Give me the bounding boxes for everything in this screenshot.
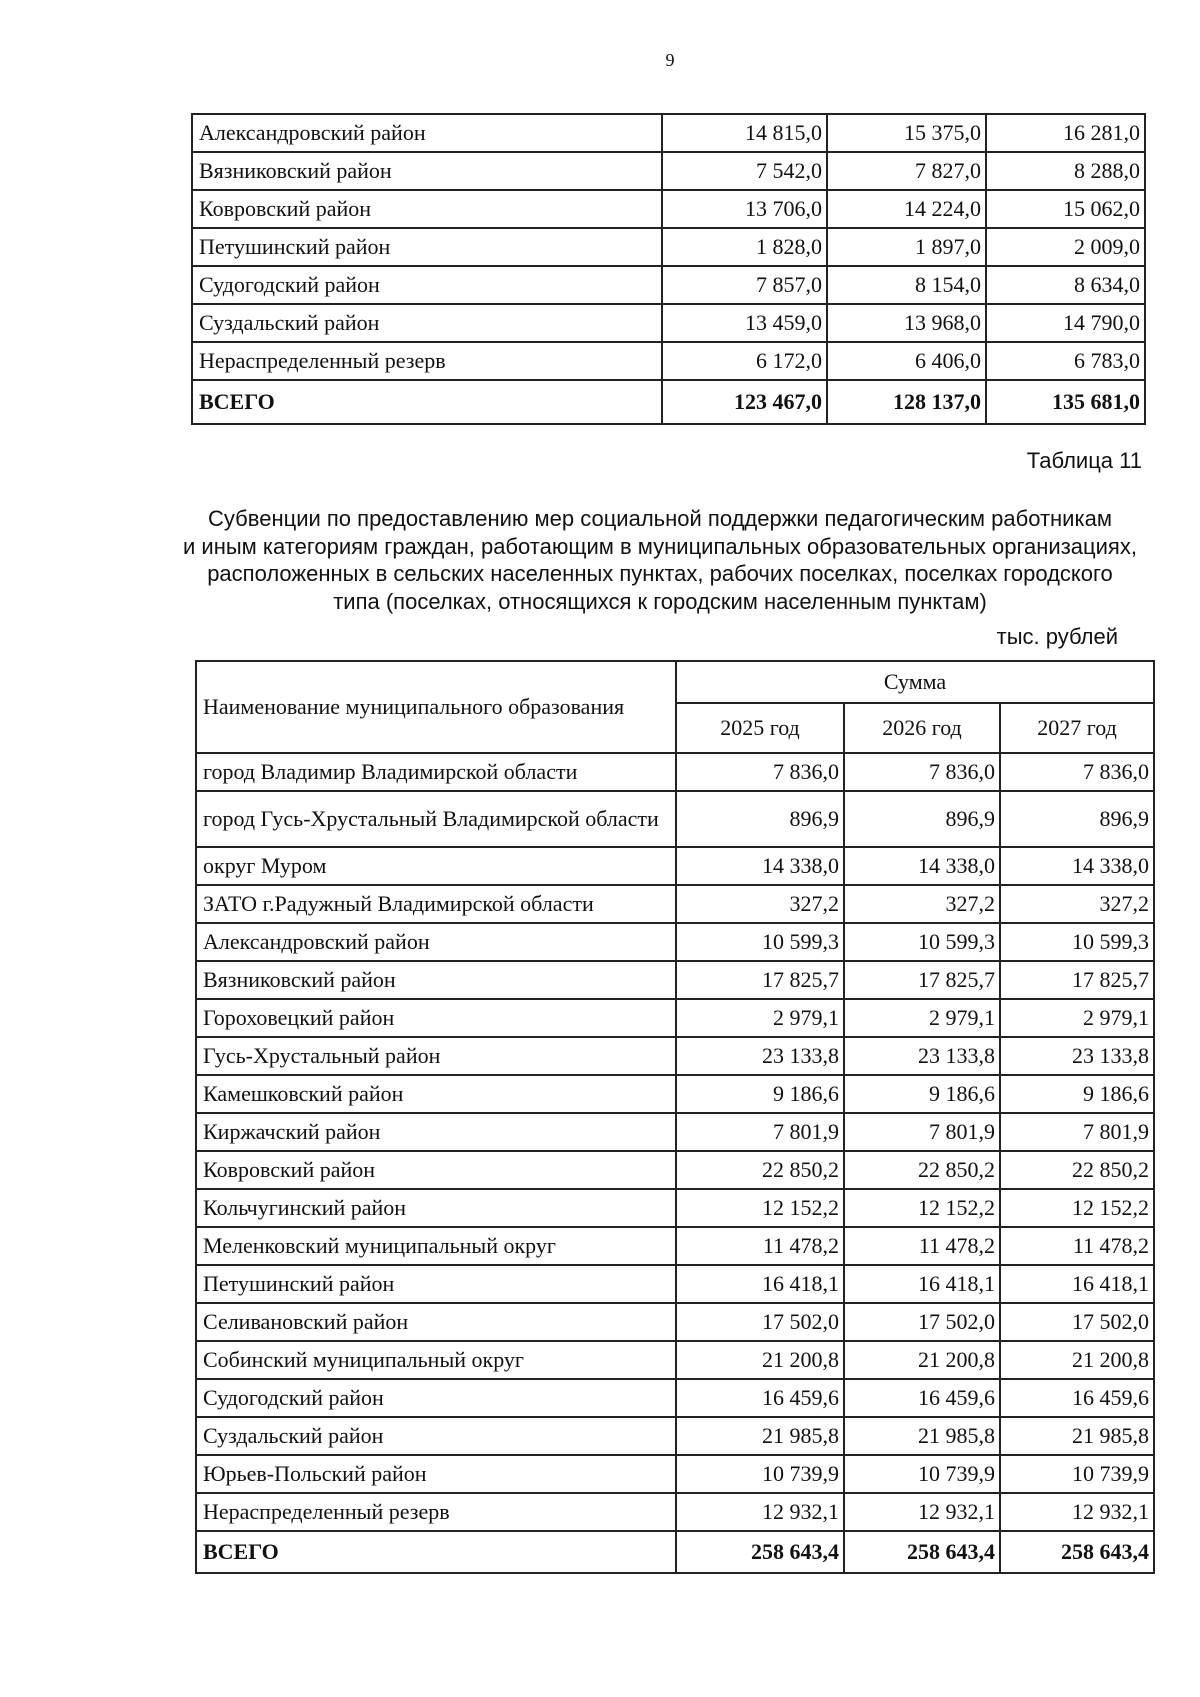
value-2027: 8 288,0 (986, 152, 1145, 190)
value-2025: 17 502,0 (676, 1303, 844, 1341)
value-2025: 21 985,8 (676, 1417, 844, 1455)
value-2026: 12 932,1 (844, 1493, 1000, 1531)
value-2027: 2 009,0 (986, 228, 1145, 266)
row-name: Судогодский район (196, 1379, 676, 1417)
value-2027: 2 979,1 (1000, 999, 1154, 1037)
value-2027: 17 825,7 (1000, 961, 1154, 999)
table-row (196, 1493, 1154, 1531)
value-2026: 10 599,3 (844, 923, 1000, 961)
row-name: округ Муром (196, 847, 676, 885)
row-name: Вязниковский район (192, 152, 662, 190)
row-name: Петушинский район (196, 1265, 676, 1303)
value-2026: 1 897,0 (827, 228, 986, 266)
value-2026: 21 985,8 (844, 1417, 1000, 1455)
subventions-table (195, 660, 1155, 1574)
table-row (196, 1227, 1154, 1265)
row-name: Меленковский муниципальный округ (196, 1227, 676, 1265)
title-line: типа (поселках, относящихся к городским населенным пунктам) (333, 588, 987, 614)
row-name: Селивановский район (196, 1303, 676, 1341)
value-2026: 21 200,8 (844, 1341, 1000, 1379)
header-2026: 2026 год (844, 703, 1000, 753)
value-2025: 13 706,0 (662, 190, 827, 228)
table-row (196, 1303, 1154, 1341)
value-2026: 13 968,0 (827, 304, 986, 342)
value-2027: 8 634,0 (986, 266, 1145, 304)
header-name: Наименование муниципального образования (196, 661, 676, 753)
table-row (196, 999, 1154, 1037)
table-row (192, 114, 1145, 152)
top-table (191, 113, 1146, 425)
row-name: ЗАТО г.Радужный Владимирской области (196, 885, 676, 923)
value-2026: 6 406,0 (827, 342, 986, 380)
value-2025: 7 857,0 (662, 266, 827, 304)
table-row (196, 923, 1154, 961)
value-2026: 11 478,2 (844, 1227, 1000, 1265)
value-2026: 15 375,0 (827, 114, 986, 152)
total-2026: 128 137,0 (827, 380, 986, 424)
value-2027: 21 200,8 (1000, 1341, 1154, 1379)
value-2026: 7 827,0 (827, 152, 986, 190)
row-name: Ковровский район (192, 190, 662, 228)
value-2027: 9 186,6 (1000, 1075, 1154, 1113)
total-row (192, 380, 1145, 424)
value-2027: 11 478,2 (1000, 1227, 1154, 1265)
value-2025: 23 133,8 (676, 1037, 844, 1075)
value-2025: 14 338,0 (676, 847, 844, 885)
value-2027: 12 932,1 (1000, 1493, 1154, 1531)
row-name: город Владимир Владимирской области (196, 753, 676, 791)
value-2025: 1 828,0 (662, 228, 827, 266)
value-2027: 10 599,3 (1000, 923, 1154, 961)
value-2025: 13 459,0 (662, 304, 827, 342)
value-2027: 10 739,9 (1000, 1455, 1154, 1493)
value-2027: 22 850,2 (1000, 1151, 1154, 1189)
title-line: и иным категориям граждан, работающим в муниципальных образовательных организациях, (183, 533, 1137, 559)
row-name: Суздальский район (196, 1417, 676, 1455)
table-row (196, 1189, 1154, 1227)
value-2027: 7 801,9 (1000, 1113, 1154, 1151)
row-name: Камешковский район (196, 1075, 676, 1113)
value-2027: 16 459,6 (1000, 1379, 1154, 1417)
total-label: ВСЕГО (192, 380, 662, 424)
value-2025: 896,9 (676, 791, 844, 847)
header-2027: 2027 год (1000, 703, 1154, 753)
row-name: Юрьев-Польский район (196, 1455, 676, 1493)
table-row (192, 304, 1145, 342)
value-2027: 23 133,8 (1000, 1037, 1154, 1075)
row-name: Ковровский район (196, 1151, 676, 1189)
header-2025: 2025 год (676, 703, 844, 753)
table-row (192, 266, 1145, 304)
value-2025: 11 478,2 (676, 1227, 844, 1265)
value-2025: 14 815,0 (662, 114, 827, 152)
value-2026: 7 836,0 (844, 753, 1000, 791)
value-2025: 9 186,6 (676, 1075, 844, 1113)
table-row (196, 1417, 1154, 1455)
value-2025: 12 152,2 (676, 1189, 844, 1227)
total-2026: 258 643,4 (844, 1531, 1000, 1573)
table-row (192, 152, 1145, 190)
value-2025: 2 979,1 (676, 999, 844, 1037)
value-2027: 14 338,0 (1000, 847, 1154, 885)
value-2025: 7 542,0 (662, 152, 827, 190)
row-name: Судогодский район (192, 266, 662, 304)
top-table-body (192, 114, 1145, 424)
value-2026: 7 801,9 (844, 1113, 1000, 1151)
table-row (196, 1037, 1154, 1075)
value-2026: 8 154,0 (827, 266, 986, 304)
row-name: Кольчугинский район (196, 1189, 676, 1227)
value-2026: 14 224,0 (827, 190, 986, 228)
value-2026: 23 133,8 (844, 1037, 1000, 1075)
table-row (196, 847, 1154, 885)
table-caption: Таблица 11 (1026, 448, 1142, 473)
total-2025: 258 643,4 (676, 1531, 844, 1573)
value-2027: 16 281,0 (986, 114, 1145, 152)
value-2025: 22 850,2 (676, 1151, 844, 1189)
value-2027: 14 790,0 (986, 304, 1145, 342)
value-2027: 7 836,0 (1000, 753, 1154, 791)
row-name: Нераспределенный резерв (192, 342, 662, 380)
value-2027: 15 062,0 (986, 190, 1145, 228)
row-name: Александровский район (196, 923, 676, 961)
table-row (196, 753, 1154, 791)
value-2026: 327,2 (844, 885, 1000, 923)
value-2025: 21 200,8 (676, 1341, 844, 1379)
table-row (192, 228, 1145, 266)
table-row (196, 1341, 1154, 1379)
table-row (196, 1455, 1154, 1493)
total-2027: 135 681,0 (986, 380, 1145, 424)
title-line: расположенных в сельских населенных пунктах, рабочих поселках, поселках городского (207, 561, 1113, 586)
value-2026: 10 739,9 (844, 1455, 1000, 1493)
value-2027: 17 502,0 (1000, 1303, 1154, 1341)
value-2027: 327,2 (1000, 885, 1154, 923)
table-row (196, 1265, 1154, 1303)
value-2026: 16 418,1 (844, 1265, 1000, 1303)
row-name: Гороховецкий район (196, 999, 676, 1037)
value-2026: 12 152,2 (844, 1189, 1000, 1227)
value-2026: 896,9 (844, 791, 1000, 847)
value-2025: 10 599,3 (676, 923, 844, 961)
row-name: Петушинский район (192, 228, 662, 266)
value-2025: 10 739,9 (676, 1455, 844, 1493)
total-2025: 123 467,0 (662, 380, 827, 424)
table-row (196, 791, 1154, 847)
total-row (196, 1531, 1154, 1573)
row-name: Нераспределенный резерв (196, 1493, 676, 1531)
total-2027: 258 643,4 (1000, 1531, 1154, 1573)
value-2026: 2 979,1 (844, 999, 1000, 1037)
table-row (196, 1379, 1154, 1417)
table-body (196, 753, 1154, 1573)
row-name: Киржачский район (196, 1113, 676, 1151)
value-2026: 14 338,0 (844, 847, 1000, 885)
header-sum: Сумма (676, 661, 1154, 703)
value-2025: 6 172,0 (662, 342, 827, 380)
value-2025: 327,2 (676, 885, 844, 923)
table-row (192, 190, 1145, 228)
table-row (196, 885, 1154, 923)
value-2027: 12 152,2 (1000, 1189, 1154, 1227)
value-2026: 22 850,2 (844, 1151, 1000, 1189)
value-2027: 21 985,8 (1000, 1417, 1154, 1455)
value-2025: 7 836,0 (676, 753, 844, 791)
value-2025: 16 459,6 (676, 1379, 844, 1417)
page-number: 9 (665, 50, 675, 70)
table-row (196, 1113, 1154, 1151)
value-2025: 17 825,7 (676, 961, 844, 999)
row-name: Собинский муниципальный округ (196, 1341, 676, 1379)
table-title (160, 505, 1160, 615)
total-label: ВСЕГО (196, 1531, 676, 1573)
value-2025: 7 801,9 (676, 1113, 844, 1151)
value-2026: 16 459,6 (844, 1379, 1000, 1417)
value-2026: 9 186,6 (844, 1075, 1000, 1113)
row-name: город Гусь-Хрустальный Владимирской области (196, 791, 676, 847)
table-row (196, 961, 1154, 999)
value-2027: 16 418,1 (1000, 1265, 1154, 1303)
value-2027: 6 783,0 (986, 342, 1145, 380)
row-name: Вязниковский район (196, 961, 676, 999)
value-2025: 12 932,1 (676, 1493, 844, 1531)
title-line: Субвенции по предоставлению мер социальной поддержки педагогическим работникам (208, 506, 1112, 531)
table-header (196, 661, 1154, 753)
row-name: Суздальский район (192, 304, 662, 342)
value-2026: 17 502,0 (844, 1303, 1000, 1341)
units-label: тыс. рублей (996, 624, 1118, 649)
value-2027: 896,9 (1000, 791, 1154, 847)
table-row (192, 342, 1145, 380)
row-name: Александровский район (192, 114, 662, 152)
value-2026: 17 825,7 (844, 961, 1000, 999)
row-name: Гусь-Хрустальный район (196, 1037, 676, 1075)
table-row (196, 1151, 1154, 1189)
value-2025: 16 418,1 (676, 1265, 844, 1303)
table-row (196, 1075, 1154, 1113)
